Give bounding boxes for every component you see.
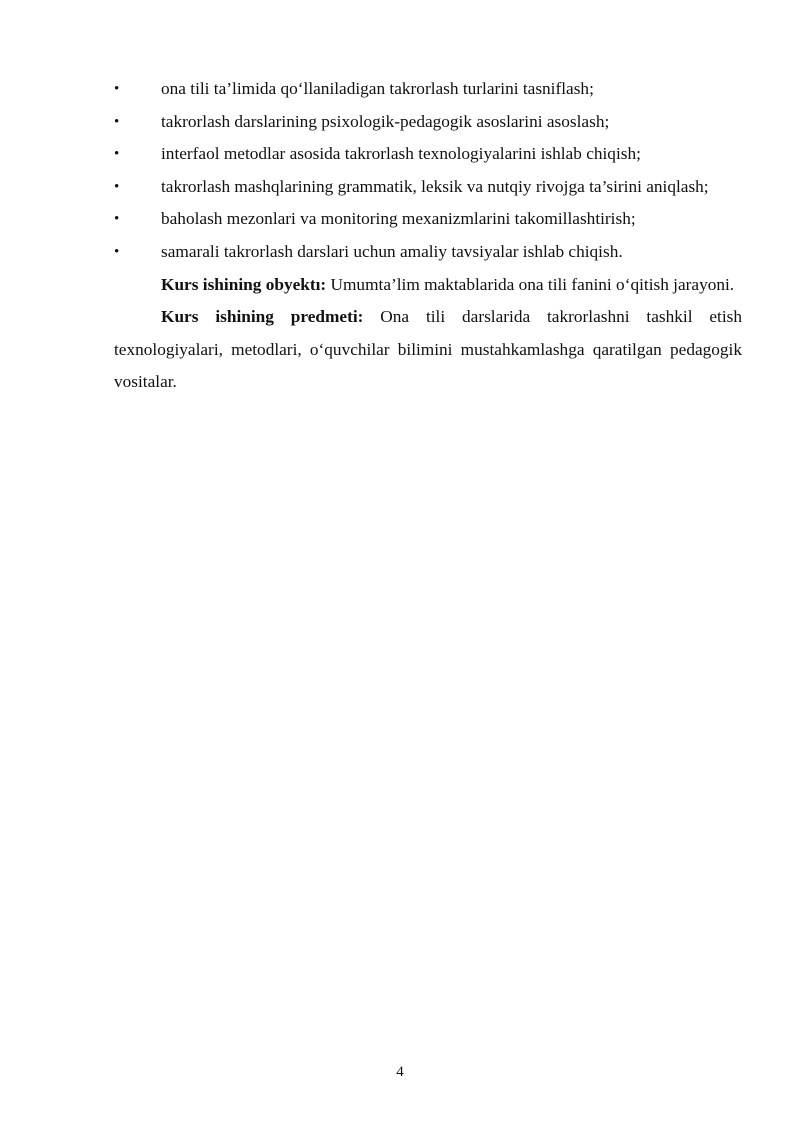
bullet-item <box>114 171 742 204</box>
subject-text: Ona tili darslarida takrorlashni tashkil etish texnologiyalari, metodlari, o‘quvchilar bilimini mustahkamlashga qaratilgan pedagogik vositalar. <box>114 307 742 392</box>
bullet-item <box>114 73 742 106</box>
subject-label: Kurs ishining predmeti: <box>161 307 364 327</box>
bullet-item <box>114 203 742 236</box>
page-number: 4 <box>396 1064 404 1080</box>
subject-paragraph <box>114 301 742 399</box>
bullet-text: takrorlash darslarining psixologik-pedagogik asoslarini asoslash; <box>161 111 610 131</box>
bullet-text: baholash mezonlari va monitoring mexanizmlarini takomillashtirish; <box>161 209 636 229</box>
bullet-icon: • <box>114 146 120 163</box>
object-text: Umumta’lim maktablarida ona tili fanini o‘qitish jarayoni. <box>326 274 735 294</box>
bullet-icon: • <box>114 81 120 97</box>
bullet-text: samarali takrorlash darslari uchun amaliy tavsiyalar ishlab chiqish. <box>161 241 623 261</box>
bullet-icon: • <box>114 178 120 195</box>
bullet-icon: • <box>114 243 120 260</box>
bullet-item <box>114 138 742 171</box>
object-label: Kurs ishining obyektı: <box>161 274 327 294</box>
document-body <box>114 73 742 399</box>
bullet-text: takrorlash mashqlarining grammatik, leksik va nutqiy rivojga ta’sirini aniqlash; <box>161 176 709 196</box>
bullet-icon: • <box>114 113 120 130</box>
object-paragraph <box>114 269 742 302</box>
bullet-item <box>114 236 742 269</box>
bullet-item <box>114 106 742 139</box>
bullet-text: interfaol metodlar asosida takrorlash texnologiyalarini ishlab chiqish; <box>161 144 641 164</box>
bullet-icon: • <box>114 211 120 228</box>
bullet-text: ona tili ta’limida qo‘llaniladigan takrorlash turlarini tasniflash; <box>161 79 594 98</box>
